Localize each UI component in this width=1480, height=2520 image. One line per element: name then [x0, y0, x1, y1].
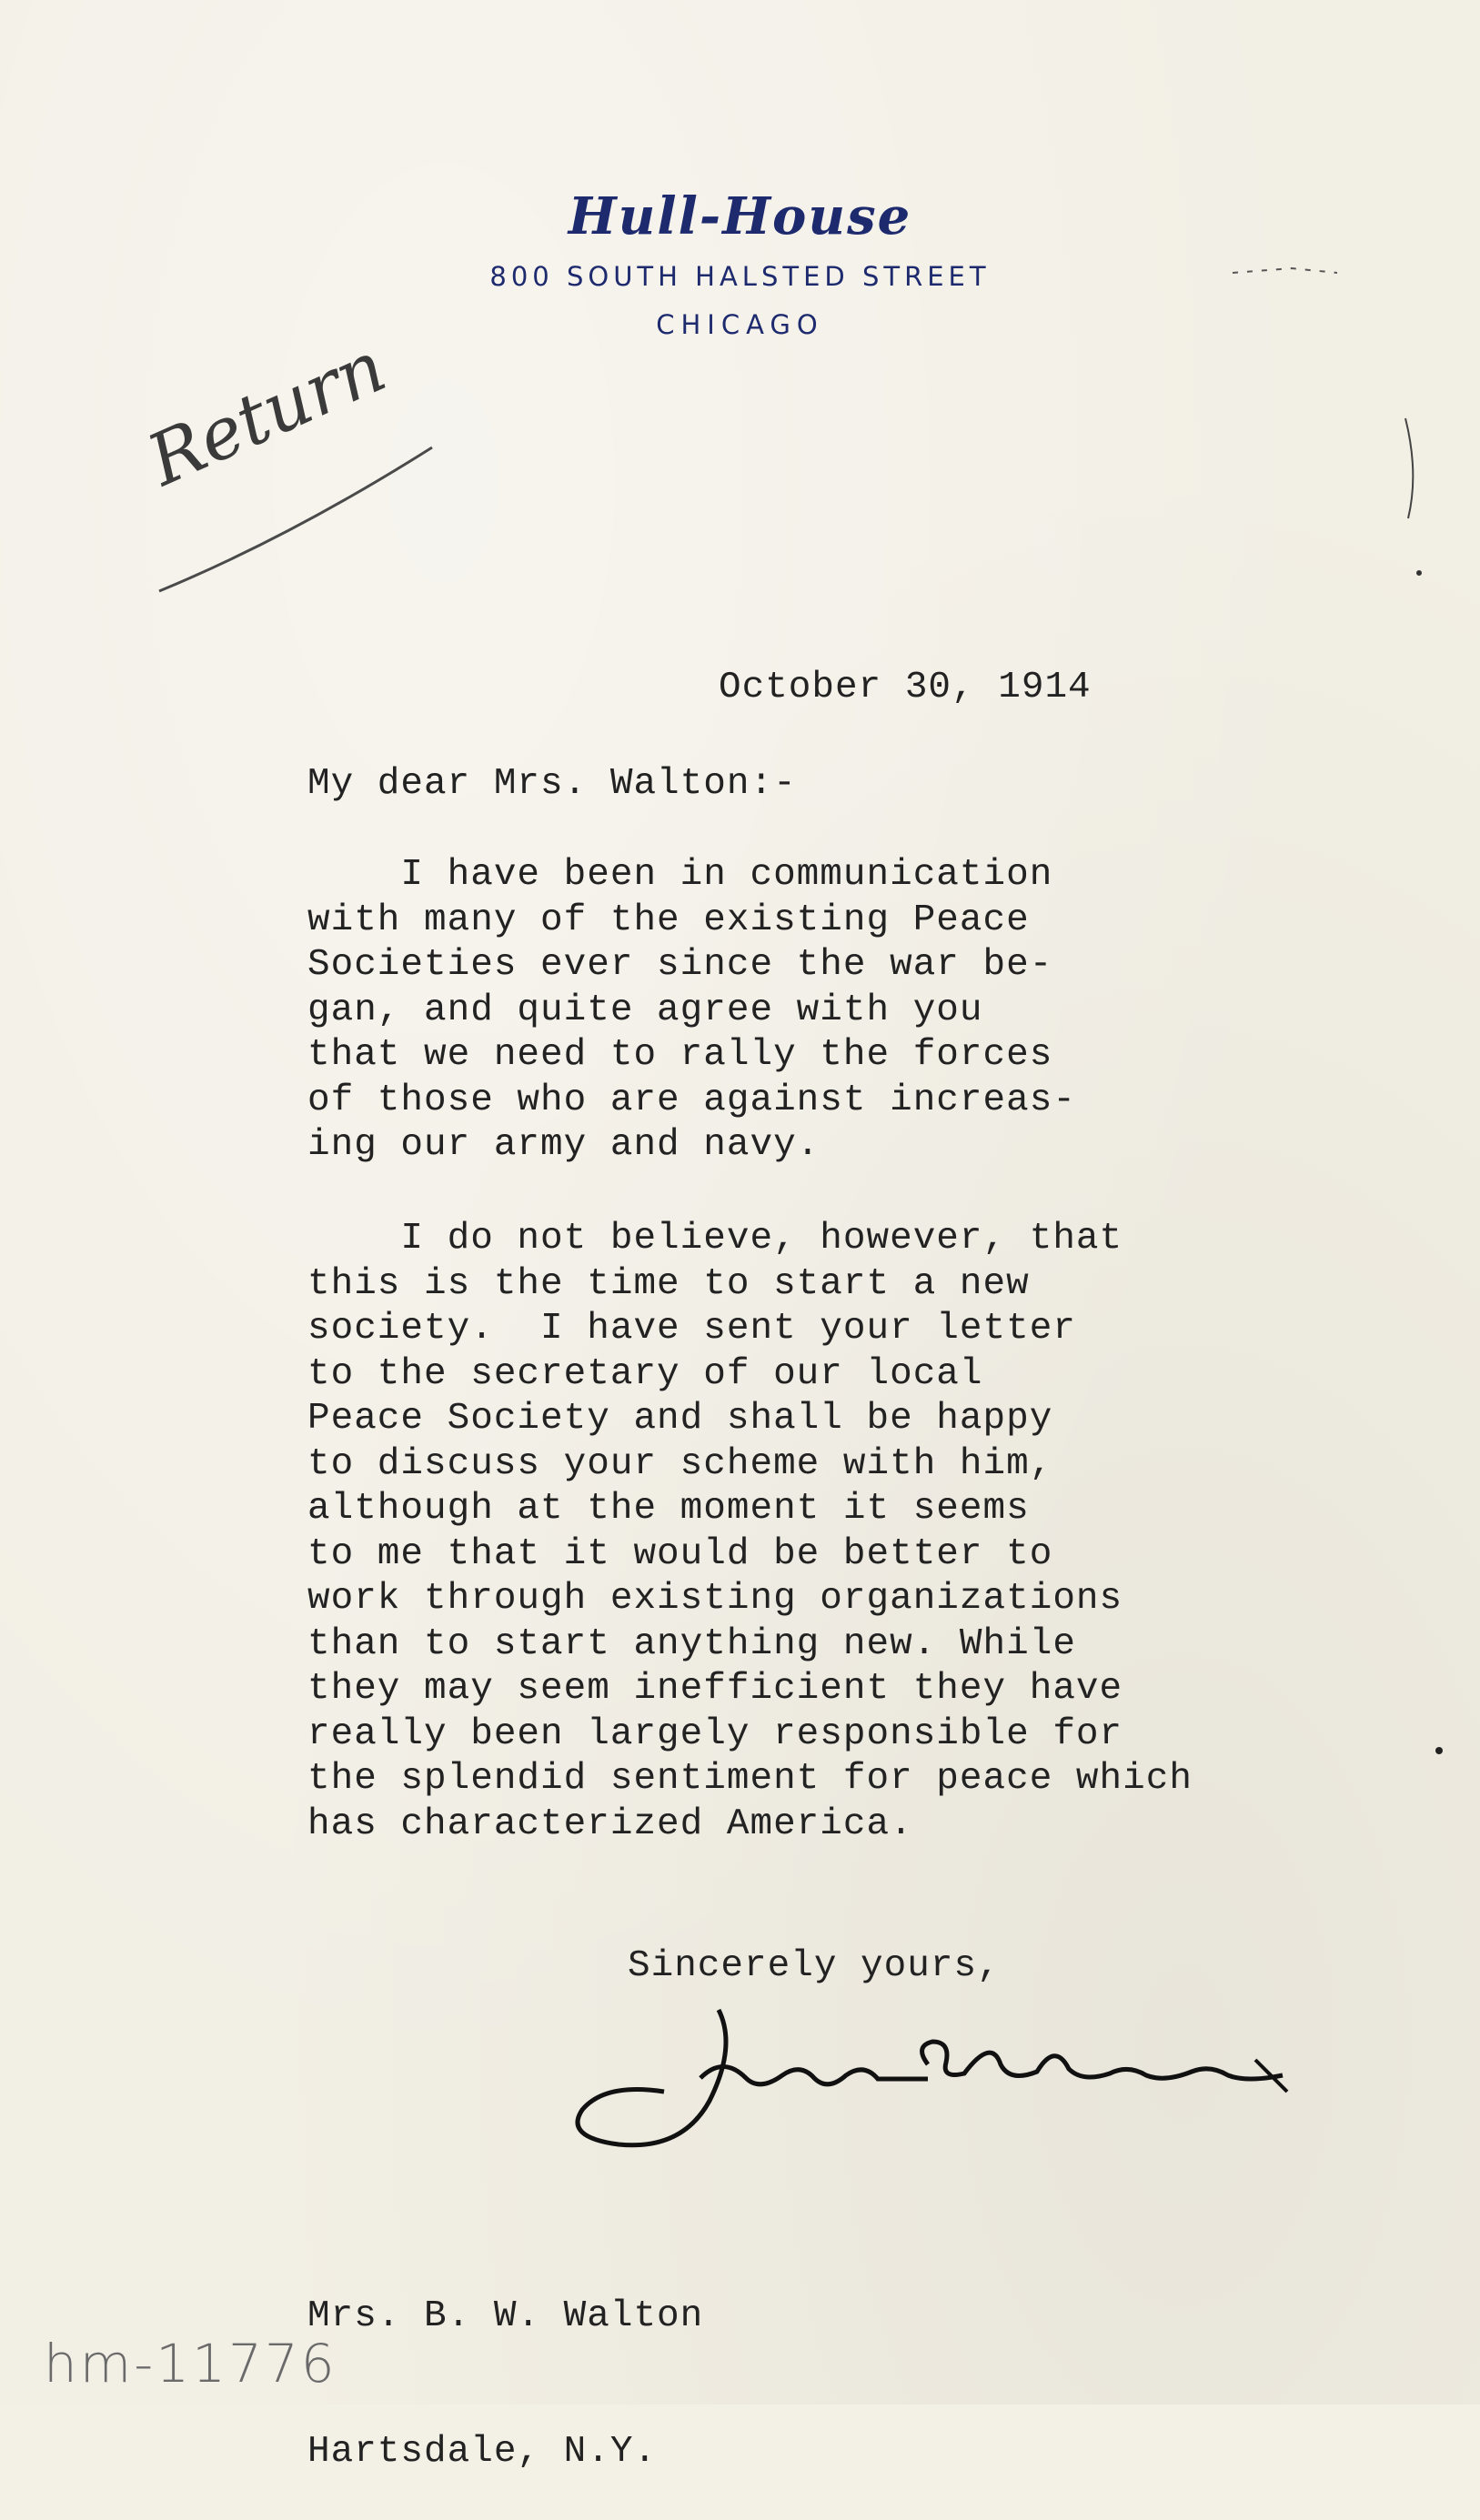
paragraph-2: I do not believe, however, that this is the time to start a new society. I have sent your letter to the secretary of our local Peace Society and shall be happy to discuss your scheme with him, although at the moment it seems to me that it would be better to work through existing organizations than to start anything new. While they may seem inefficient they have really been largely responsible for the splendid sentiment for peace which has characterized America.	[307, 1218, 1193, 1845]
recipient-name: Mrs. B. W. Walton	[307, 2295, 704, 2337]
return-annotation: Return	[136, 326, 398, 503]
letter-date: October 30, 1914	[719, 667, 1092, 708]
letterhead-city: CHICAGO	[656, 309, 824, 340]
paragraph-1: I have been in communication with many of the existing Peace Societies ever since the war be- gan, and quite agree with you that we need to rally the forces of those who are against increas- ing our army and navy.	[307, 854, 1076, 1166]
recipient-address	[307, 2204, 703, 2520]
closing: Sincerely yours,	[628, 1945, 1001, 1987]
catalog-number: hm-11776	[44, 2333, 337, 2395]
recipient-city: Hartsdale, N.Y.	[307, 2430, 658, 2473]
letterhead-name: Hull-House	[568, 186, 912, 246]
salutation: My dear Mrs. Walton:-	[307, 763, 797, 805]
signature	[564, 1992, 1383, 2155]
letterhead-street: 800 SOUTH HALSTED STREET	[489, 261, 991, 292]
